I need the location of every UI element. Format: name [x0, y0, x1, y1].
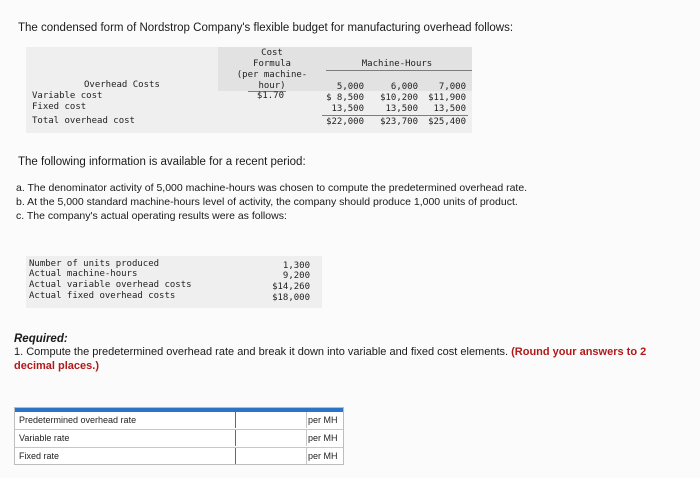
predetermined-rate-label: Predetermined overhead rate — [19, 415, 137, 425]
total-overhead-5000: $22,000 — [326, 117, 364, 127]
fixed-cost-5000: 13,500 — [331, 104, 364, 114]
actual-label: Actual variable overhead costs — [29, 280, 192, 290]
answer-row-predetermined — [15, 412, 343, 430]
variable-rate-label: Variable rate — [19, 433, 70, 443]
variable-cost-5000: $ 8,500 — [326, 93, 364, 103]
actual-label: Actual fixed overhead costs — [29, 291, 176, 301]
fixed-cost-label: Fixed cost — [32, 102, 87, 112]
required-heading: Required: — [14, 333, 68, 345]
flexible-budget-table — [26, 47, 472, 133]
info-heading: The following information is available for a recent period: — [18, 156, 306, 168]
actual-results-table — [26, 256, 322, 308]
answer-row-variable — [15, 430, 343, 448]
variable-rate-input[interactable] — [235, 430, 307, 446]
actual-value: 1,300 — [282, 261, 310, 271]
variable-cost-formula: $1.70 — [256, 91, 284, 101]
rounding-note: (Round your answers to 2 — [511, 346, 647, 358]
fixed-rate-input[interactable] — [235, 448, 307, 464]
question-text: 1. Compute the predetermined overhead rate and break it down into variable and fixed cost elements. — [14, 346, 512, 358]
total-overhead-7000: $25,400 — [428, 117, 466, 127]
rounding-note-continued: decimal places.) — [14, 360, 99, 372]
info-item-c: c. The company's actual operating results were as follows: — [16, 210, 287, 222]
info-item-a: a. The denominator activity of 5,000 machine-hours was chosen to compute the predetermined overhead rate. — [16, 182, 528, 194]
total-overhead-6000: $23,700 — [380, 117, 418, 127]
variable-rate-unit: per MH — [308, 433, 338, 443]
total-overhead-label: Total overhead cost — [32, 116, 135, 126]
variable-cost-6000: $10,200 — [380, 93, 418, 103]
overhead-costs-header: Overhead Costs — [84, 80, 160, 90]
fixed-rate-unit: per MH — [308, 451, 338, 461]
actual-label: Actual machine-hours — [29, 269, 138, 279]
info-item-b: b. At the 5,000 standard machine-hours level of activity, the company should produce 1,000 units of product. — [16, 196, 518, 208]
machine-hours-header: Machine-Hours — [361, 59, 433, 69]
intro-text: The condensed form of Nordstrop Company's flexible budget for manufacturing overhead follows: — [18, 22, 514, 34]
predetermined-rate-unit: per MH — [308, 415, 338, 425]
predetermined-rate-input[interactable] — [235, 412, 307, 428]
activity-level-7000: 7,000 — [438, 82, 466, 92]
formula-header-2: Formula — [253, 59, 291, 69]
variable-cost-7000: $11,900 — [428, 93, 466, 103]
formula-header-3: (per machine- — [236, 70, 308, 80]
actual-value: $14,260 — [272, 282, 310, 292]
variable-cost-label: Variable cost — [32, 91, 103, 101]
fixed-cost-7000: 13,500 — [433, 104, 466, 114]
activity-level-6000: 6,000 — [390, 82, 418, 92]
formula-header-1: Cost — [261, 48, 283, 58]
actual-value: 9,200 — [282, 271, 310, 281]
formula-header-4: hour) — [258, 81, 286, 91]
required-question — [14, 346, 700, 358]
answer-row-fixed — [15, 448, 343, 465]
actual-value: $18,000 — [272, 293, 310, 303]
activity-level-5000: 5,000 — [336, 82, 364, 92]
actual-label: Number of units produced — [29, 259, 160, 269]
answer-table — [14, 407, 344, 465]
fixed-cost-6000: 13,500 — [385, 104, 418, 114]
fixed-rate-label: Fixed rate — [19, 451, 60, 461]
